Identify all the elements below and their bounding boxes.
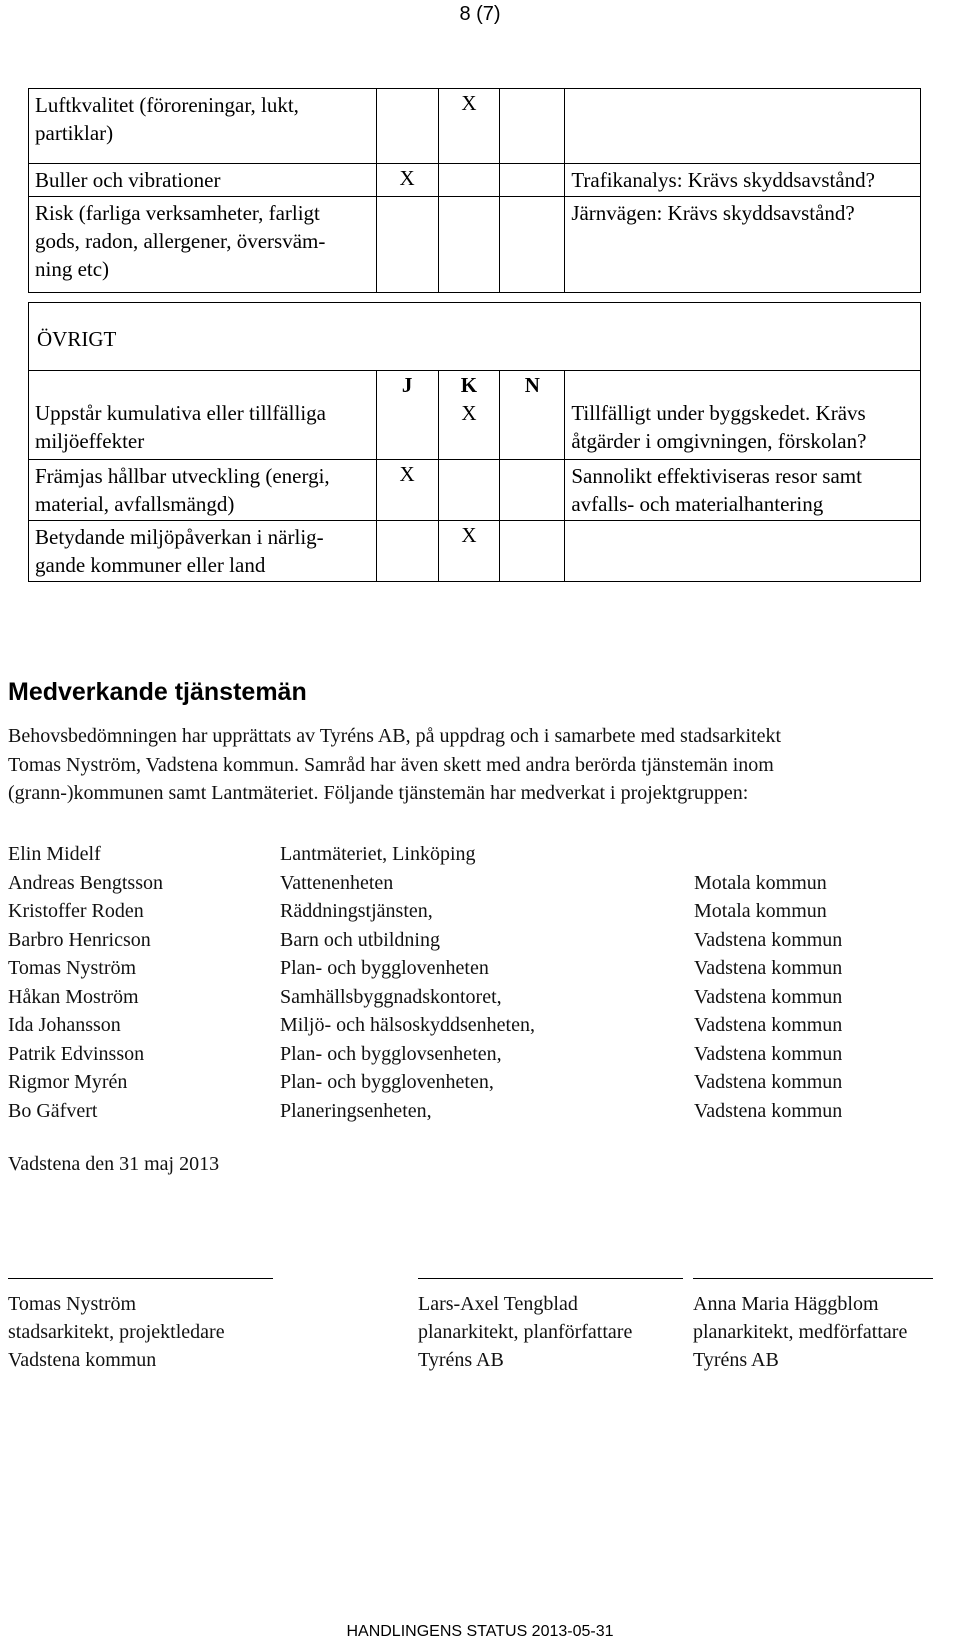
list-item bbox=[8, 1097, 938, 1126]
row-comment: Järnvägen: Krävs skyddsavstånd? bbox=[571, 201, 855, 225]
table-row bbox=[29, 164, 921, 197]
person-name: Ida Johansson bbox=[8, 1014, 121, 1036]
list-item bbox=[8, 897, 938, 926]
mark-j: X bbox=[376, 164, 438, 197]
signer-title: planarkitekt, planförfattare bbox=[418, 1321, 633, 1343]
signer-org: Vadstena kommun bbox=[8, 1349, 157, 1371]
person-name: Håkan Moström bbox=[8, 985, 139, 1008]
person-name: Kristoffer Roden bbox=[8, 900, 144, 922]
table-row bbox=[29, 399, 921, 459]
person-unit: Barn och utbildning bbox=[280, 928, 440, 951]
list-item bbox=[8, 1011, 938, 1040]
row-comment-line: åtgärder i omgivningen, förskolan? bbox=[571, 429, 867, 453]
row-label-line: Uppstår kumulativa eller tillfälliga bbox=[35, 401, 326, 425]
person-unit: Plan- och bygglovenheten bbox=[280, 957, 489, 979]
row-label-line: miljöeffekter bbox=[35, 429, 145, 453]
intro-line: Behovsbedömningen har upprättats av Tyréns AB, på uppdrag och i samarbete med stadsarkitekt bbox=[8, 725, 782, 747]
impact-table-top bbox=[28, 88, 921, 293]
row-label-line: material, avfallsmängd) bbox=[35, 491, 235, 516]
mark-j bbox=[376, 197, 438, 293]
row-label-line: ning etc) bbox=[35, 257, 110, 281]
person-municipality: Vadstena kommun bbox=[694, 1014, 843, 1036]
row-label-line: Främjas hållbar utveckling (energi, bbox=[35, 463, 330, 488]
row-label-line: Risk (farliga verksamheter, farligt bbox=[35, 201, 320, 225]
person-unit: Planeringsenheten, bbox=[280, 1099, 432, 1122]
signer-title: stadsarkitekt, projektledare bbox=[8, 1321, 225, 1343]
intro-paragraph bbox=[8, 722, 938, 808]
signer-name: Anna Maria Häggblom bbox=[693, 1293, 879, 1315]
person-unit: Vattenenheten bbox=[280, 871, 394, 894]
mark-n bbox=[500, 520, 565, 581]
person-unit: Lantmäteriet, Linköping bbox=[280, 843, 476, 865]
intro-line: (grann-)kommunen samt Lantmäteriet. Följande tjänstemän har medverkat i projektgruppen: bbox=[8, 782, 749, 804]
mark-k bbox=[438, 459, 500, 520]
mark-n bbox=[500, 459, 565, 520]
person-unit: Miljö- och hälsoskyddsenheten, bbox=[280, 1014, 535, 1036]
signer-org: Tyréns AB bbox=[693, 1349, 779, 1371]
list-item bbox=[8, 869, 938, 898]
intro-line: Tomas Nyström, Vadstena kommun. Samråd har även skett med andra berörda tjänstemän inom bbox=[8, 753, 774, 776]
person-name: Tomas Nyström bbox=[8, 957, 137, 979]
signature-line bbox=[8, 1278, 273, 1279]
person-name: Barbro Henricson bbox=[8, 928, 151, 951]
signer-title: planarkitekt, medförfattare bbox=[693, 1321, 908, 1343]
signature-line bbox=[418, 1278, 683, 1279]
list-item bbox=[8, 1068, 938, 1097]
list-item bbox=[8, 926, 938, 955]
person-unit: Samhällsbyggnadskontoret, bbox=[280, 985, 502, 1008]
mark-k: X bbox=[438, 399, 500, 459]
row-label-line: gande kommuner eller land bbox=[35, 552, 266, 577]
mark-j bbox=[376, 89, 438, 164]
row-comment-line: Sannolikt effektiviseras resor samt bbox=[571, 463, 862, 488]
person-unit: Räddningstjänsten, bbox=[280, 900, 433, 922]
mark-j bbox=[376, 520, 438, 581]
row-comment-line: Tillfälligt under byggskedet. Krävs bbox=[571, 401, 866, 425]
col-header-k: K bbox=[438, 371, 500, 400]
mark-j bbox=[376, 399, 438, 459]
signature-line bbox=[693, 1278, 933, 1279]
signature-block bbox=[418, 1290, 632, 1374]
table-row bbox=[29, 459, 921, 520]
row-label-line: partiklar) bbox=[35, 121, 114, 145]
person-name: Bo Gäfvert bbox=[8, 1099, 98, 1122]
table-row bbox=[29, 197, 921, 293]
section-title-ovrigt: ÖVRIGT bbox=[29, 303, 921, 371]
person-municipality: Vadstena kommun bbox=[694, 1071, 843, 1093]
mark-n bbox=[500, 89, 565, 164]
table-row bbox=[29, 89, 921, 164]
row-comment: Trafikanalys: Krävs skyddsavstånd? bbox=[571, 168, 875, 192]
person-municipality: Vadstena kommun bbox=[694, 957, 843, 979]
list-item bbox=[8, 840, 938, 869]
list-item bbox=[8, 983, 938, 1012]
signature-block bbox=[693, 1290, 907, 1374]
impact-table-ovrigt bbox=[28, 302, 921, 582]
mark-n bbox=[500, 164, 565, 197]
table-header-row bbox=[29, 371, 921, 400]
person-municipality: Motala kommun bbox=[694, 871, 827, 894]
person-name: Rigmor Myrén bbox=[8, 1071, 128, 1093]
row-label-line: Buller och vibrationer bbox=[35, 168, 221, 192]
person-name: Patrik Edvinsson bbox=[8, 1042, 145, 1065]
person-unit: Plan- och bygglovenheten, bbox=[280, 1071, 494, 1093]
signer-org: Tyréns AB bbox=[418, 1349, 504, 1371]
row-comment-line: avfalls- och materialhantering bbox=[571, 491, 824, 516]
table-row bbox=[29, 520, 921, 581]
row-comment bbox=[565, 89, 920, 93]
mark-k bbox=[438, 164, 500, 197]
person-name: Elin Midelf bbox=[8, 843, 101, 865]
col-header-j: J bbox=[376, 371, 438, 400]
person-municipality: Motala kommun bbox=[694, 900, 827, 922]
person-name: Andreas Bengtsson bbox=[8, 871, 163, 894]
col-header-n: N bbox=[500, 371, 565, 400]
row-label-line: gods, radon, allergener, översväm- bbox=[35, 229, 326, 253]
mark-k: X bbox=[438, 89, 500, 164]
person-unit: Plan- och bygglovsenheten, bbox=[280, 1042, 502, 1065]
mark-k: X bbox=[438, 520, 500, 581]
signer-name: Lars-Axel Tengblad bbox=[418, 1293, 578, 1315]
list-item bbox=[8, 1040, 938, 1069]
mark-n bbox=[500, 399, 565, 459]
person-municipality: Vadstena kommun bbox=[694, 985, 843, 1008]
signature-block bbox=[8, 1290, 225, 1374]
mark-n bbox=[500, 197, 565, 293]
section-heading: Medverkande tjänstemän bbox=[8, 678, 307, 706]
mark-k bbox=[438, 197, 500, 293]
person-municipality: Vadstena kommun bbox=[694, 1042, 843, 1065]
page-number: 8 (7) bbox=[459, 3, 501, 25]
list-item bbox=[8, 954, 938, 983]
date-line: Vadstena den 31 maj 2013 bbox=[8, 1153, 220, 1175]
row-label-line: Betydande miljöpåverkan i närlig- bbox=[35, 524, 324, 549]
footer-status: HANDLINGENS STATUS 2013-05-31 bbox=[346, 1623, 614, 1640]
person-municipality: Vadstena kommun bbox=[694, 1099, 843, 1122]
participants-list bbox=[8, 840, 938, 1125]
mark-j: X bbox=[376, 459, 438, 520]
person-municipality: Vadstena kommun bbox=[694, 928, 843, 951]
row-label-line: Luftkvalitet (föroreningar, lukt, bbox=[35, 93, 299, 117]
signer-name: Tomas Nyström bbox=[8, 1293, 137, 1315]
